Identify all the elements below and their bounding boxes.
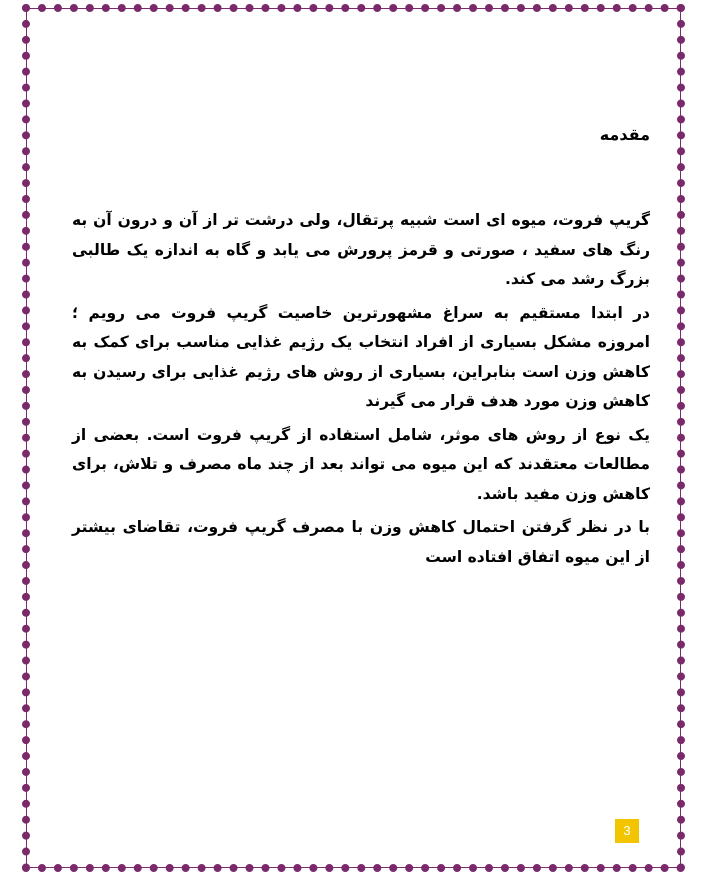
paragraph-intro: گریپ فروت، میوه ای است شبیه پرتقال، ولی درشت تر از آن و درون آن به رنگ های سفید ، صورتی و قرمز پرورش می یابد و گاه به اندازه یک طالبی بزرگ رشد می کند. — [72, 211, 650, 288]
document-body — [72, 120, 650, 574]
paragraph-studies: یک نوع از روش های موثر، شامل استفاده از گریپ فروت است. بعضی از مطالعات معتقدند که این میوه می تواند بعد از چند ماه مصرف و تلاش، برای کاهش وزن مفید باشد. — [72, 425, 650, 503]
paragraph-demand: با در نظر گرفتن احتمال کاهش وزن با مصرف گریپ فروت، تقاضای بیشتر از این میوه اتفاق افتاده است — [72, 518, 650, 566]
page-number-badge: 3 — [615, 819, 639, 843]
paragraph-diet: در ابتدا مستقیم به سراغ مشهورترین خاصیت گریپ فروت می رویم ؛ امروزه مشکل بسیاری از افراد انتخاب یک رژیم غذایی مناسب برای کمک به کاهش وزن است بنابراین، بسیاری از روش های رژیم غذایی برای رسیدن به کاهش وزن مورد هدف قرار می گیرند — [72, 303, 650, 410]
section-heading: مقدمه — [599, 125, 650, 144]
